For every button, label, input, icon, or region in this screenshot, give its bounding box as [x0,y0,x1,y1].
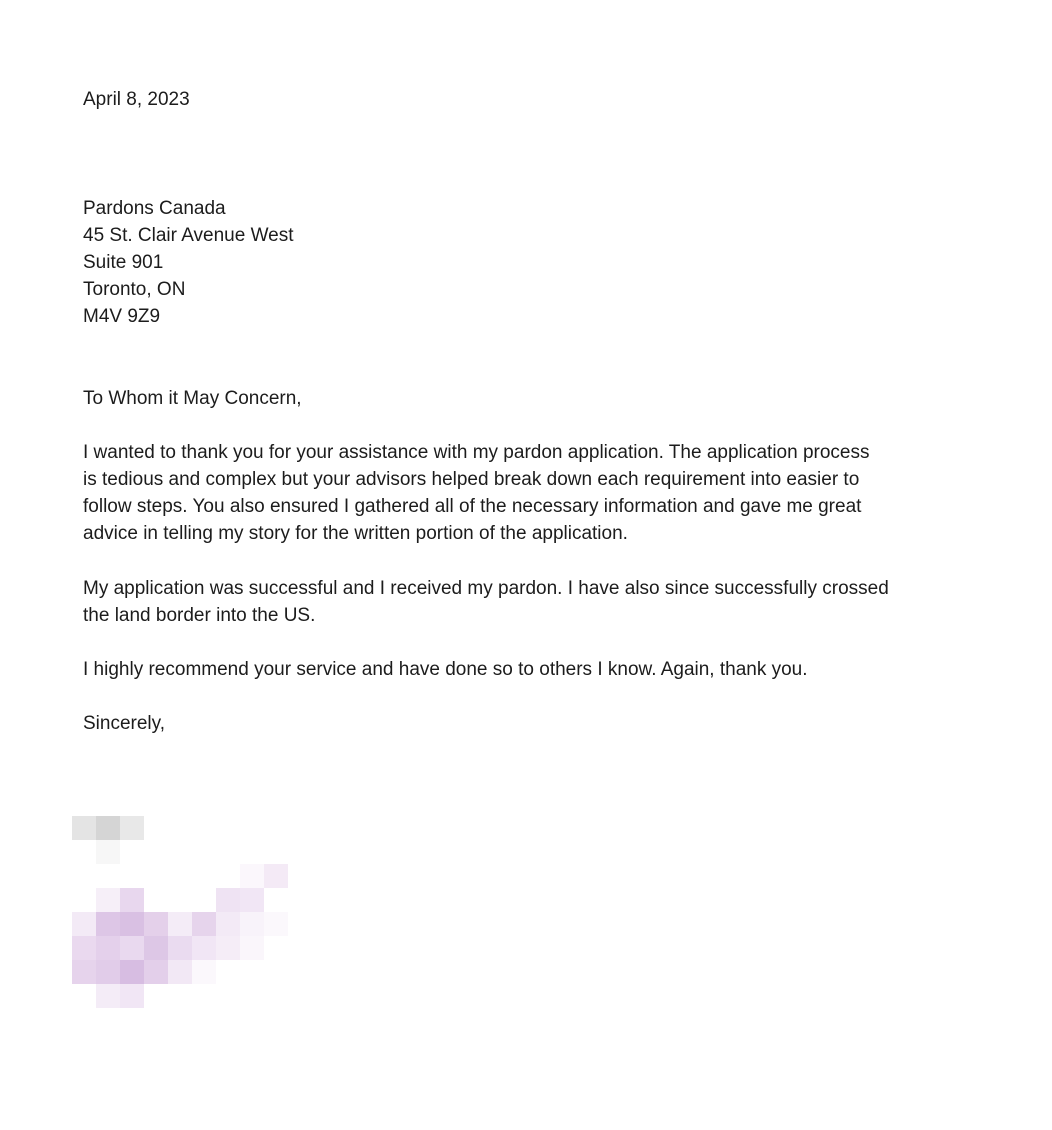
redaction-pixel [144,912,168,936]
redaction-pixel [72,936,96,960]
paragraph-line: the land border into the US. [83,605,316,626]
redaction-pixel [240,864,264,888]
redaction-pixel [120,816,144,840]
recipient-line: Suite 901 [83,252,164,273]
recipient-line: Pardons Canada [83,198,226,219]
body-paragraph-1 [83,439,869,547]
redaction-pixel [120,888,144,912]
letter-date: April 8, 2023 [83,89,190,110]
redaction-pixel [96,888,120,912]
redaction-pixel [72,816,96,840]
redaction-pixel [192,912,216,936]
redaction-pixel [264,864,288,888]
redaction-pixel [72,960,96,984]
redaction-pixel [96,960,120,984]
paragraph-line: follow steps. You also ensured I gathered all of the necessary information and gave me great [83,496,862,517]
redaction-pixel [120,984,144,1008]
redaction-pixel [96,912,120,936]
redaction-pixel [96,840,120,864]
redaction-pixel [120,912,144,936]
recipient-line: M4V 9Z9 [83,306,161,327]
redaction-pixel [144,936,168,960]
paragraph-line: I wanted to thank you for your assistance with my pardon application. The application process [83,442,870,463]
redaction-pixel [192,936,216,960]
redaction-pixel [120,936,144,960]
redaction-pixel [96,936,120,960]
redaction-pixel [168,960,192,984]
redaction-pixel [144,960,168,984]
paragraph-line: I highly recommend your service and have done so to others I know. Again, thank you. [83,659,808,680]
redaction-pixel [96,984,120,1008]
redaction-pixel [264,912,288,936]
salutation: To Whom it May Concern, [83,388,302,409]
closing: Sincerely, [83,713,166,734]
redaction-pixel [120,960,144,984]
redaction-pixel [240,936,264,960]
recipient-address [83,195,294,330]
redaction-pixel [240,912,264,936]
recipient-line: Toronto, ON [83,279,186,300]
redaction-pixel [216,912,240,936]
redaction-pixel [72,912,96,936]
paragraph-line: advice in telling my story for the written portion of the application. [83,523,628,544]
redaction-pixel [240,888,264,912]
body-paragraph-2 [83,575,889,629]
paragraph-line: is tedious and complex but your advisors helped break down each requirement into easier to [83,469,860,490]
body-paragraph-3 [83,656,808,683]
redaction-pixel [192,960,216,984]
redaction-pixel [216,936,240,960]
recipient-line: 45 St. Clair Avenue West [83,225,294,246]
redaction-pixel [96,816,120,840]
redaction-pixel [216,888,240,912]
redaction-pixel [168,912,192,936]
paragraph-line: My application was successful and I received my pardon. I have also since successfully crossed [83,578,889,599]
redaction-pixel [168,936,192,960]
